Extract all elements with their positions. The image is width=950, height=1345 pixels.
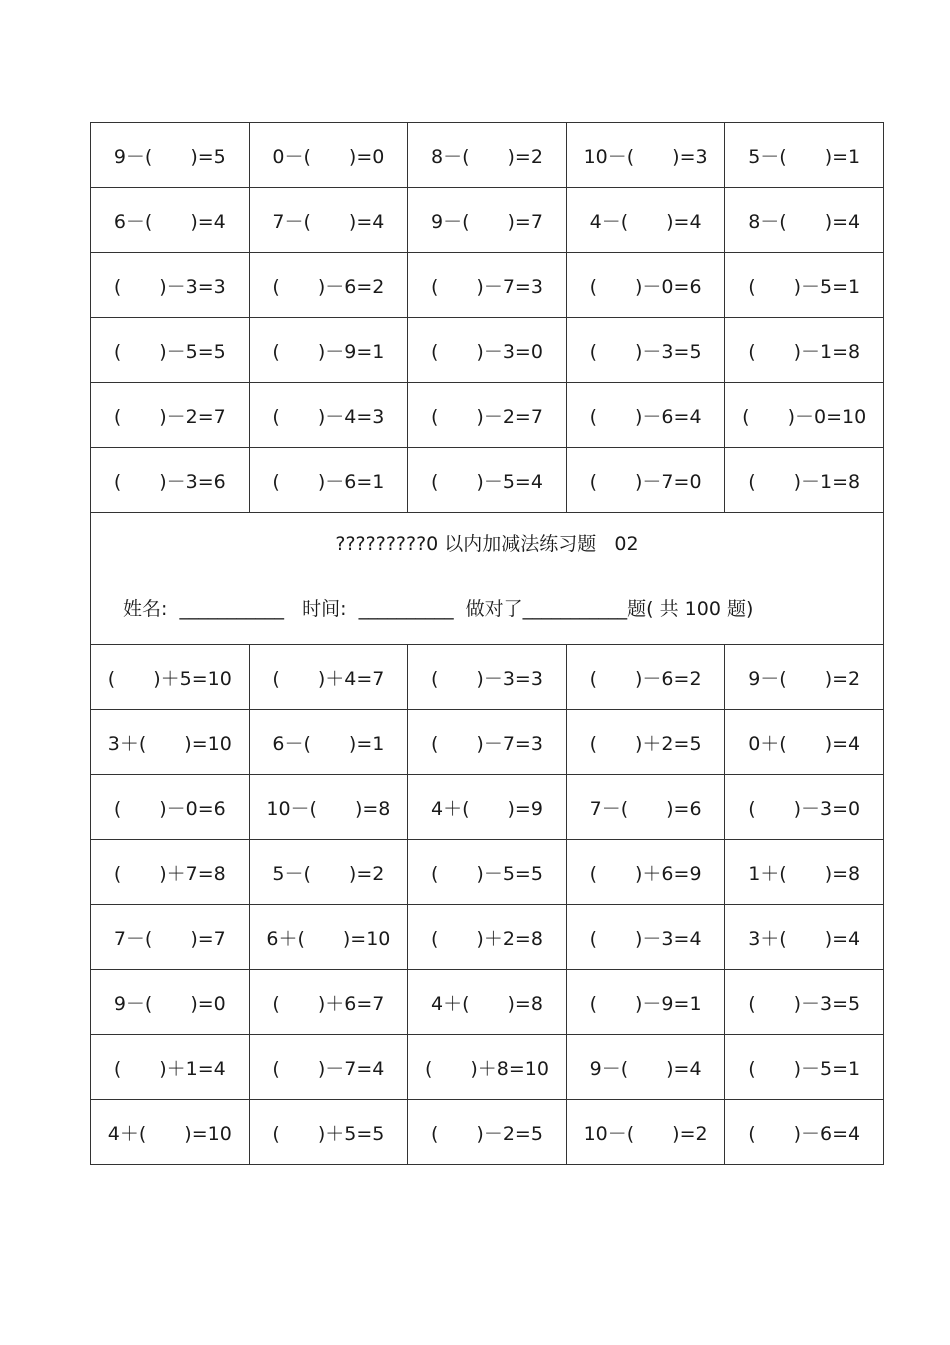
top-problems: [91, 123, 884, 513]
problem-cell: 10－( )=8: [249, 775, 408, 840]
problem-cell: 10－( )=3: [566, 123, 725, 188]
problem-cell: ( )－5=5: [408, 840, 567, 905]
problem-cell: ( )－7=3: [408, 710, 567, 775]
problem-cell: ( )－6=4: [566, 383, 725, 448]
problem-row: [91, 448, 884, 513]
problem-cell: ( )－5=1: [725, 253, 884, 318]
problem-cell: 9－( )=0: [91, 970, 250, 1035]
problem-cell: ( )－2=7: [91, 383, 250, 448]
problem-cell: ( )－1=8: [725, 318, 884, 383]
problem-cell: 9－( )=4: [566, 1035, 725, 1100]
problem-cell: 0＋( )=4: [725, 710, 884, 775]
problem-row: [91, 645, 884, 710]
problem-cell: 0－( )=0: [249, 123, 408, 188]
problem-cell: ( )－7=3: [408, 253, 567, 318]
problem-cell: ( )－5=5: [91, 318, 250, 383]
problem-cell: 8－( )=2: [408, 123, 567, 188]
problem-row: [91, 123, 884, 188]
problem-cell: ( )－0=10: [725, 383, 884, 448]
problem-cell: ( )－6=2: [566, 645, 725, 710]
worksheet-title: ?????????0 以内加减法练习题 02: [335, 533, 639, 555]
problem-cell: ( )＋1=4: [91, 1035, 250, 1100]
problem-cell: ( )＋6=7: [249, 970, 408, 1035]
problem-cell: 9－( )=7: [408, 188, 567, 253]
problem-cell: 10－( )=2: [566, 1100, 725, 1165]
problem-cell: 7－( )=7: [91, 905, 250, 970]
problem-cell: ( )－3=4: [566, 905, 725, 970]
problem-row: [91, 253, 884, 318]
problem-cell: 6－( )=4: [91, 188, 250, 253]
problem-cell: ( )－7=4: [249, 1035, 408, 1100]
problem-cell: ( )－3=5: [566, 318, 725, 383]
problem-row: [91, 188, 884, 253]
problem-cell: 5－( )=1: [725, 123, 884, 188]
problem-cell: ( )－4=3: [249, 383, 408, 448]
problem-row: [91, 775, 884, 840]
problem-cell: ( )－9=1: [249, 318, 408, 383]
problem-cell: ( )－3=0: [725, 775, 884, 840]
problem-cell: ( )－2=7: [408, 383, 567, 448]
header-section: [91, 513, 884, 645]
problem-row: [91, 840, 884, 905]
header-cell: [91, 513, 884, 645]
problem-row: [91, 710, 884, 775]
header-row: [91, 513, 884, 645]
problem-cell: ( )＋4=7: [249, 645, 408, 710]
worksheet-table: [90, 122, 884, 1165]
problem-cell: ( )＋5=10: [91, 645, 250, 710]
problem-cell: ( )－3=3: [408, 645, 567, 710]
problem-cell: 6－( )=1: [249, 710, 408, 775]
problem-cell: ( )＋6=9: [566, 840, 725, 905]
problem-cell: ( )－6=2: [249, 253, 408, 318]
problem-cell: 4＋( )=10: [91, 1100, 250, 1165]
problem-cell: ( )－2=5: [408, 1100, 567, 1165]
problem-cell: 9－( )=5: [91, 123, 250, 188]
problem-cell: ( )＋2=8: [408, 905, 567, 970]
student-info-line: 姓名: ___________ 时间: __________ 做对了___________题( 共 100 题): [123, 598, 754, 620]
problem-cell: ( )－5=1: [725, 1035, 884, 1100]
bottom-problems: [91, 645, 884, 1165]
problem-cell: ( )－1=8: [725, 448, 884, 513]
problem-cell: 7－( )=6: [566, 775, 725, 840]
problem-cell: 4－( )=4: [566, 188, 725, 253]
problem-row: [91, 383, 884, 448]
problem-row: [91, 905, 884, 970]
problem-cell: ( )－3=3: [91, 253, 250, 318]
problem-row: [91, 970, 884, 1035]
problem-cell: ( )－3=5: [725, 970, 884, 1035]
problem-cell: ( )－6=1: [249, 448, 408, 513]
problem-cell: ( )－0=6: [91, 775, 250, 840]
problem-cell: ( )＋2=5: [566, 710, 725, 775]
problem-cell: ( )－5=4: [408, 448, 567, 513]
problem-cell: 9－( )=2: [725, 645, 884, 710]
problem-cell: 1＋( )=8: [725, 840, 884, 905]
problem-cell: ( )－7=0: [566, 448, 725, 513]
problem-cell: 6＋( )=10: [249, 905, 408, 970]
problem-cell: ( )－3=0: [408, 318, 567, 383]
problem-cell: ( )－6=4: [725, 1100, 884, 1165]
problem-cell: ( )－9=1: [566, 970, 725, 1035]
problem-cell: 3＋( )=10: [91, 710, 250, 775]
problem-row: [91, 318, 884, 383]
problem-cell: 5－( )=2: [249, 840, 408, 905]
problem-cell: 3＋( )=4: [725, 905, 884, 970]
problem-cell: ( )－3=6: [91, 448, 250, 513]
problem-cell: 4＋( )=8: [408, 970, 567, 1035]
problem-cell: ( )＋8=10: [408, 1035, 567, 1100]
problem-cell: ( )－0=6: [566, 253, 725, 318]
problem-row: [91, 1035, 884, 1100]
problem-cell: 8－( )=4: [725, 188, 884, 253]
problem-cell: ( )＋5=5: [249, 1100, 408, 1165]
problem-row: [91, 1100, 884, 1165]
problem-cell: ( )＋7=8: [91, 840, 250, 905]
problem-cell: 4＋( )=9: [408, 775, 567, 840]
problem-cell: 7－( )=4: [249, 188, 408, 253]
